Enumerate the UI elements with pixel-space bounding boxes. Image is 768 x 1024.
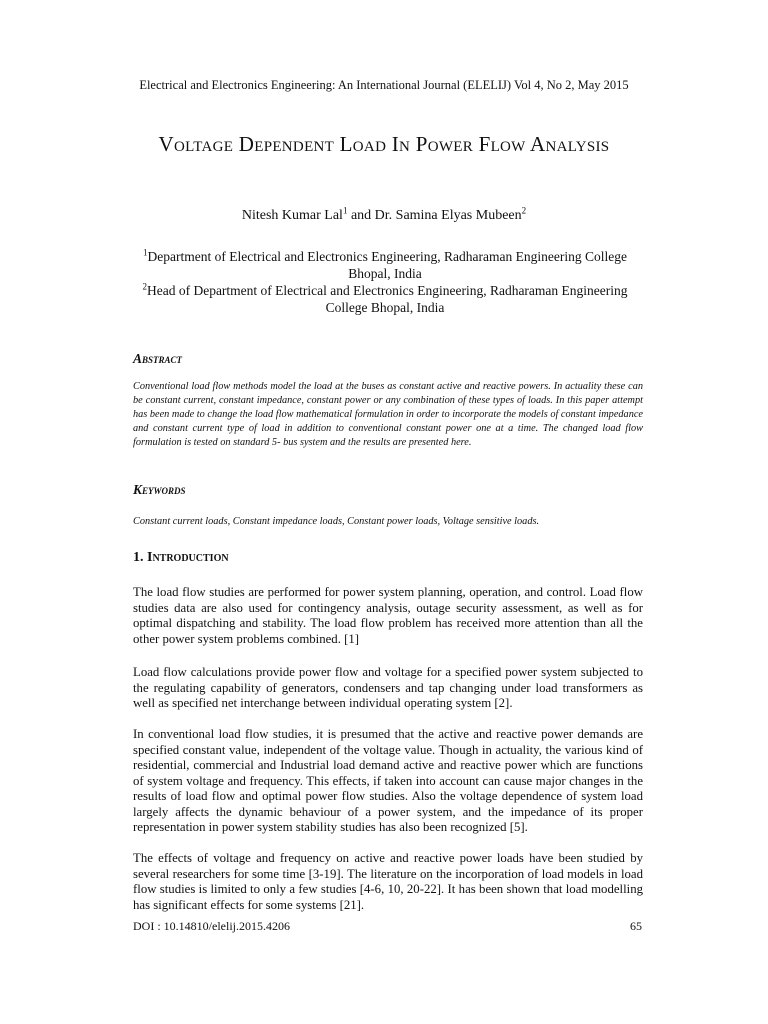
affiliation-2-sup: 2: [142, 281, 147, 292]
page-number: 65: [630, 919, 642, 933]
author-2-sup: 2: [521, 205, 527, 216]
author-1: Nitesh Kumar Lal: [241, 208, 343, 223]
doi-footer: DOI : 10.14810/elelij.2015.4206: [133, 919, 290, 933]
author-line: [0, 205, 768, 224]
affiliation-2-text: Head of Department of Electrical and Electronics Engineering, Radharaman Engineering College Bhopal, India: [146, 283, 628, 315]
intro-paragraph-2: Load flow calculations provide power flow and voltage for a specified power system subjected to the regulating capability of generators, condensers and tap changing under load transformers as well as specified net interchange between individual operating system [2].: [133, 665, 643, 710]
affiliation-1: [125, 248, 645, 282]
author-2: Dr. Samina Elyas Mubeen: [374, 208, 522, 223]
abstract-text: Conventional load flow methods model the load at the buses as constant active and reactive powers. In actuality these can be constant current, constant impedance, constant power or any combination of these types of loads. In this paper attempt has been made to change the load flow mathematical formulation in order to incorporate the models of constant impedance and constant current type of load in addition to conventional constant power one at a time. The changed load flow formulation is tested on standard 5- bus system and the results are presented here.: [133, 381, 643, 448]
affiliation-2: [125, 282, 645, 316]
introduction-heading: 1. Introduction: [133, 550, 229, 565]
keywords-text: Constant current loads, Constant impedance loads, Constant power loads, Voltage sensitive loads.: [133, 516, 540, 527]
intro-paragraph-4: The effects of voltage and frequency on active and reactive power loads have been studied by several researchers for some time [3-19]. The literature on the incorporation of load models in load flow studies is limited to only a few studies [4-6, 10, 20-22]. It has been shown that load modelling has significant effects for some systems [21].: [133, 851, 643, 912]
abstract-heading: Abstract: [133, 351, 183, 366]
journal-header: Electrical and Electronics Engineering: An International Journal (ELELIJ) Vol 4, No 2, May 2015: [139, 78, 629, 92]
keywords-heading: Keywords: [133, 482, 186, 497]
author-1-sup: 1: [342, 205, 348, 216]
author-and: and: [347, 208, 375, 223]
affiliation-1-sup: 1: [143, 247, 148, 258]
affiliation-1-text: Department of Electrical and Electronics Engineering, Radharaman Engineering College Bhopal, India: [147, 249, 627, 281]
intro-paragraph-3: In conventional load flow studies, it is presumed that the active and reactive power demands are specified constant value, independent of the voltage value. Though in actuality, the various kind of residential, commercial and Industrial load demand active and reactive power which are functions of system voltage and frequency. This effects, if taken into account can cause major changes in the results of load flow and optimal power flow studies. Also the voltage dependence of system load largely affects the dynamic behaviour of a power system, and the impedance of its proper representation in power system stability studies has also been recognized [5].: [133, 727, 643, 834]
intro-paragraph-1: The load flow studies are performed for power system planning, operation, and control. Load flow studies data are also used for contingency analysis, outage security assessment, as well as for optimal dispatching and stability. The load flow problem has received more attention than all the other power system problems combined. [1]: [133, 585, 643, 646]
paper-title: Voltage Dependent Load In Power Flow Analysis: [158, 132, 610, 156]
